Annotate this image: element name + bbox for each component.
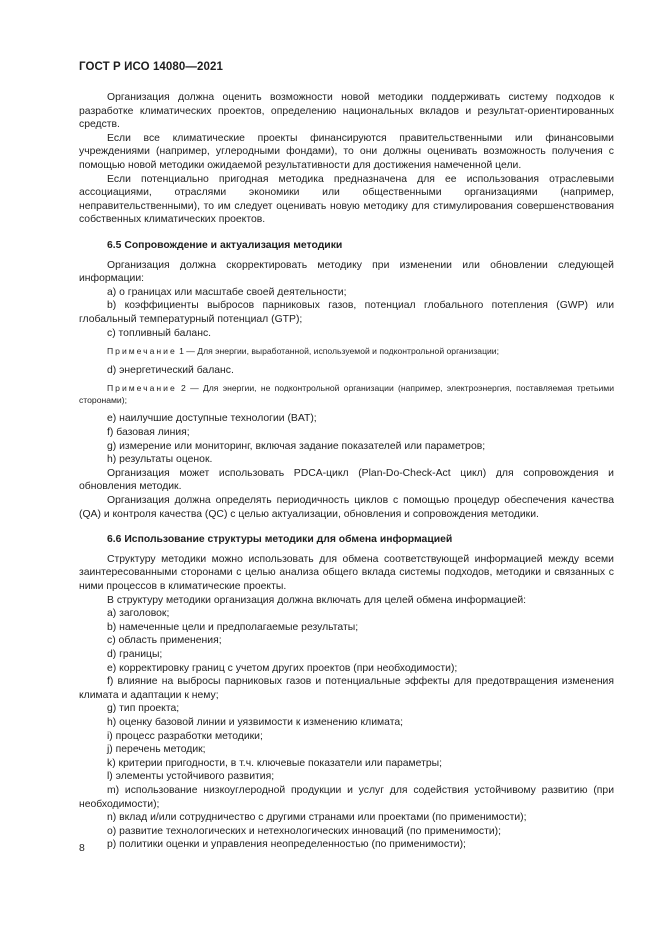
list-item: e) наилучшие доступные технологии (BAT); [107,413,317,425]
paragraph: Организация должна скорректировать методику при изменении или обновлении следующей информации: [79,259,614,285]
list-item: h) оценку базовой линии и уязвимости к изменению климата; [107,716,404,728]
list-item: f) базовая линия; [107,427,190,439]
list-item: l) элементы устойчивого развития; [107,771,275,783]
list-item: d) энергетический баланс. [107,364,234,376]
note-label: Примечание [107,346,177,357]
note-text: 1 — Для энергии, выработанной, используемой и подконтрольной организации; [179,346,499,357]
list-item: b) коэффициенты выбросов парниковых газов, потенциал глобального потепления (GWP) или глобальный температурный потенциал (GTP); [79,300,614,325]
list-item: m) использование низкоуглеродной продукции и услуг для содействия устойчивому развитию (при необходимости); [79,784,614,810]
note-label: Примечание [107,383,177,394]
list-item: o) развитие технологических и нетехнологических инноваций (по применимости); [107,825,501,837]
paragraph: Если все климатические проекты финансируются правительственными или финансовыми учреждениями (например, углеродными фондами), то они должны оценивать возможность получения с помощью новой методики ожидаемой результативности для достижения намеченной цели. [79,132,614,171]
list-item: i) процесс разработки методики; [107,730,263,742]
list-item: j) перечень методик; [107,744,206,756]
list-item: a) о границах или масштабе своей деятельности; [107,286,347,298]
list-item: c) топливный баланс. [107,327,212,339]
document-header: ГОСТ Р ИСО 14080—2021 [79,61,224,73]
section-heading-6-6: 6.6 Использование структуры методики для обмена информацией [107,534,453,546]
paragraph: Если потенциально пригодная методика предназначена для ее использования отраслевыми ассоциациями, отраслями экономики или общественными организациями (например, неправительственными), то им следует оценивать новую методику для стимулирования совершенствования собственных климатических проектов. [79,173,614,226]
paragraph: Организация должна оценить возможности новой методики поддерживать систему подходов к разработке климатических проектов, определению национальных вкладов и результат-ориентированных средств. [79,92,614,131]
note-1 [79,346,614,358]
list-item: f) влияние на выбросы парниковых газов и потенциальные эффекты для предотвращения изменения климата и адаптации к нему; [79,676,614,701]
list-item: b) намеченные цели и предполагаемые результаты; [107,621,359,633]
document-body [79,91,614,852]
paragraph: В структуру методики организация должна включать для целей обмена информацией: [107,594,527,606]
list-item: g) измерение или мониторинг, включая задание показателей или параметров; [107,440,486,452]
list-item: n) вклад и/или сотрудничество с другими странами или проектами (по применимости); [107,812,527,824]
list-item: c) область применения; [107,635,222,647]
page-number: 8 [79,843,85,854]
note-2 [79,383,614,406]
paragraph: Структуру методики можно использовать для обмена соответствующей информацией между всеми заинтересованными сторонами с целью анализа общего вклада системы подходов, методики и связанных с ними процессов в климатические проекты. [79,553,614,592]
list-item: h) результаты оценок. [107,454,213,466]
list-item: e) корректировку границ с учетом других проектов (при необходимости); [107,662,458,674]
list-item: a) заголовок; [107,608,170,620]
paragraph: Организация должна определять периодичность циклов с помощью процедур обеспечения качества (QA) и контроля качества (QC) с целью актуализации, обновления и сопровождения методики. [79,495,614,520]
paragraph: Организация может использовать PDCA-цикл (Plan-Do-Check-Act цикл) для сопровождения и обновления методик. [79,467,614,493]
list-item: k) критерии пригодности, в т.ч. ключевые показатели или параметры; [107,757,442,769]
list-item: g) тип проекта; [107,703,180,715]
list-item: p) политики оценки и управления неопределенностью (по применимости); [107,839,466,851]
section-heading-6-5: 6.5 Сопровождение и актуализация методики [107,239,343,251]
list-item: d) границы; [107,648,163,660]
note-text: 2 — Для энергии, не подконтрольной организации (например, электроэнергия, поставляемая третьими сторонами); [79,383,614,405]
